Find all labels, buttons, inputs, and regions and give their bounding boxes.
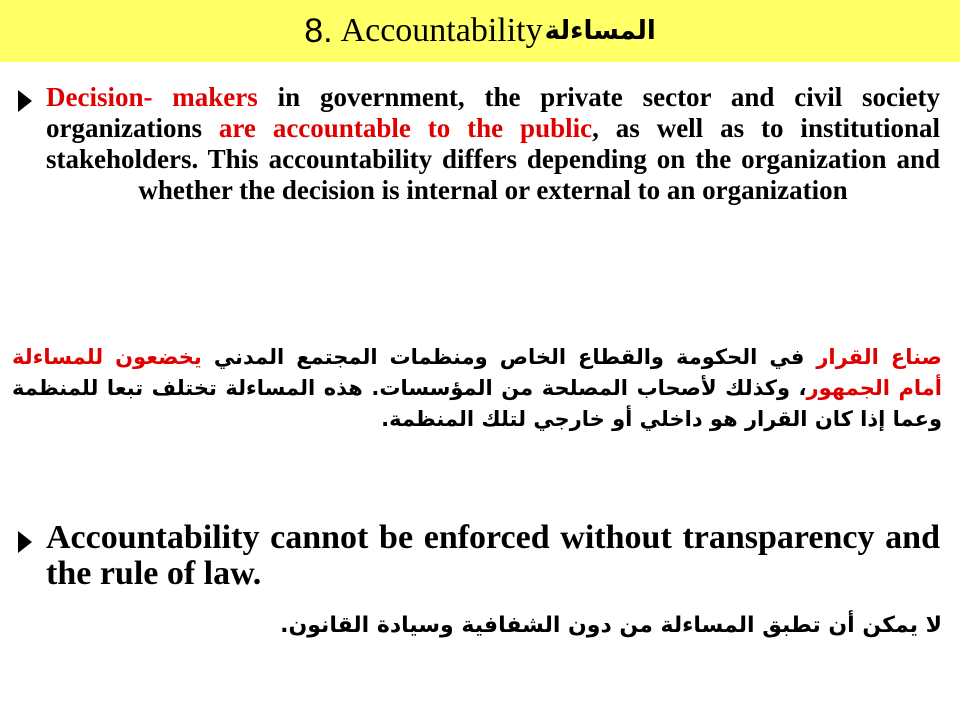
- title-english: Accountability: [340, 12, 543, 49]
- triangle-right-icon: [18, 531, 32, 553]
- title-arabic: المساءلة: [544, 16, 656, 46]
- arabic-accountable-highlight: يخضعون للمساءلة أمام الجمهور: [12, 345, 942, 400]
- paragraph-1-text-a: in government, the private sector and civil society organizations: [46, 82, 941, 143]
- triangle-right-icon: [18, 90, 32, 112]
- arabic-decision-makers-highlight: صناع القرار: [816, 345, 942, 369]
- english-paragraph-2: Accountability cannot be enforced without transparency and the rule of law.: [46, 519, 940, 592]
- arabic-paragraph-1-text-b: ، وكذلك لأصحاب المصلحة من المؤسسات. هذه المساءلة تختلف تبعا للمنظمة وعما إذا كان القرار هو داخلي أو خارجي لتلك المنظمة.: [12, 376, 942, 431]
- arabic-paragraph-1-text-a: في الحكومة والقطاع الخاص ومنظمات المجتمع المدني: [201, 345, 817, 369]
- english-paragraph-1: [46, 82, 940, 206]
- title-number: 8.: [304, 11, 333, 50]
- decision-makers-highlight: Decision- makers: [46, 82, 258, 112]
- accountable-highlight: are accountable to the public: [218, 113, 593, 143]
- title-bar: [0, 0, 960, 62]
- arabic-paragraph-2: لا يمكن أن تطبق المساءلة من دون الشفافية وسيادة القانون.: [280, 613, 942, 638]
- arabic-paragraph-1: [12, 342, 942, 435]
- paragraph-1-text-b: , as well as to institutional stakeholders. This accountability differs depending on the organization and whether the decision is internal or external to an organization: [46, 113, 940, 205]
